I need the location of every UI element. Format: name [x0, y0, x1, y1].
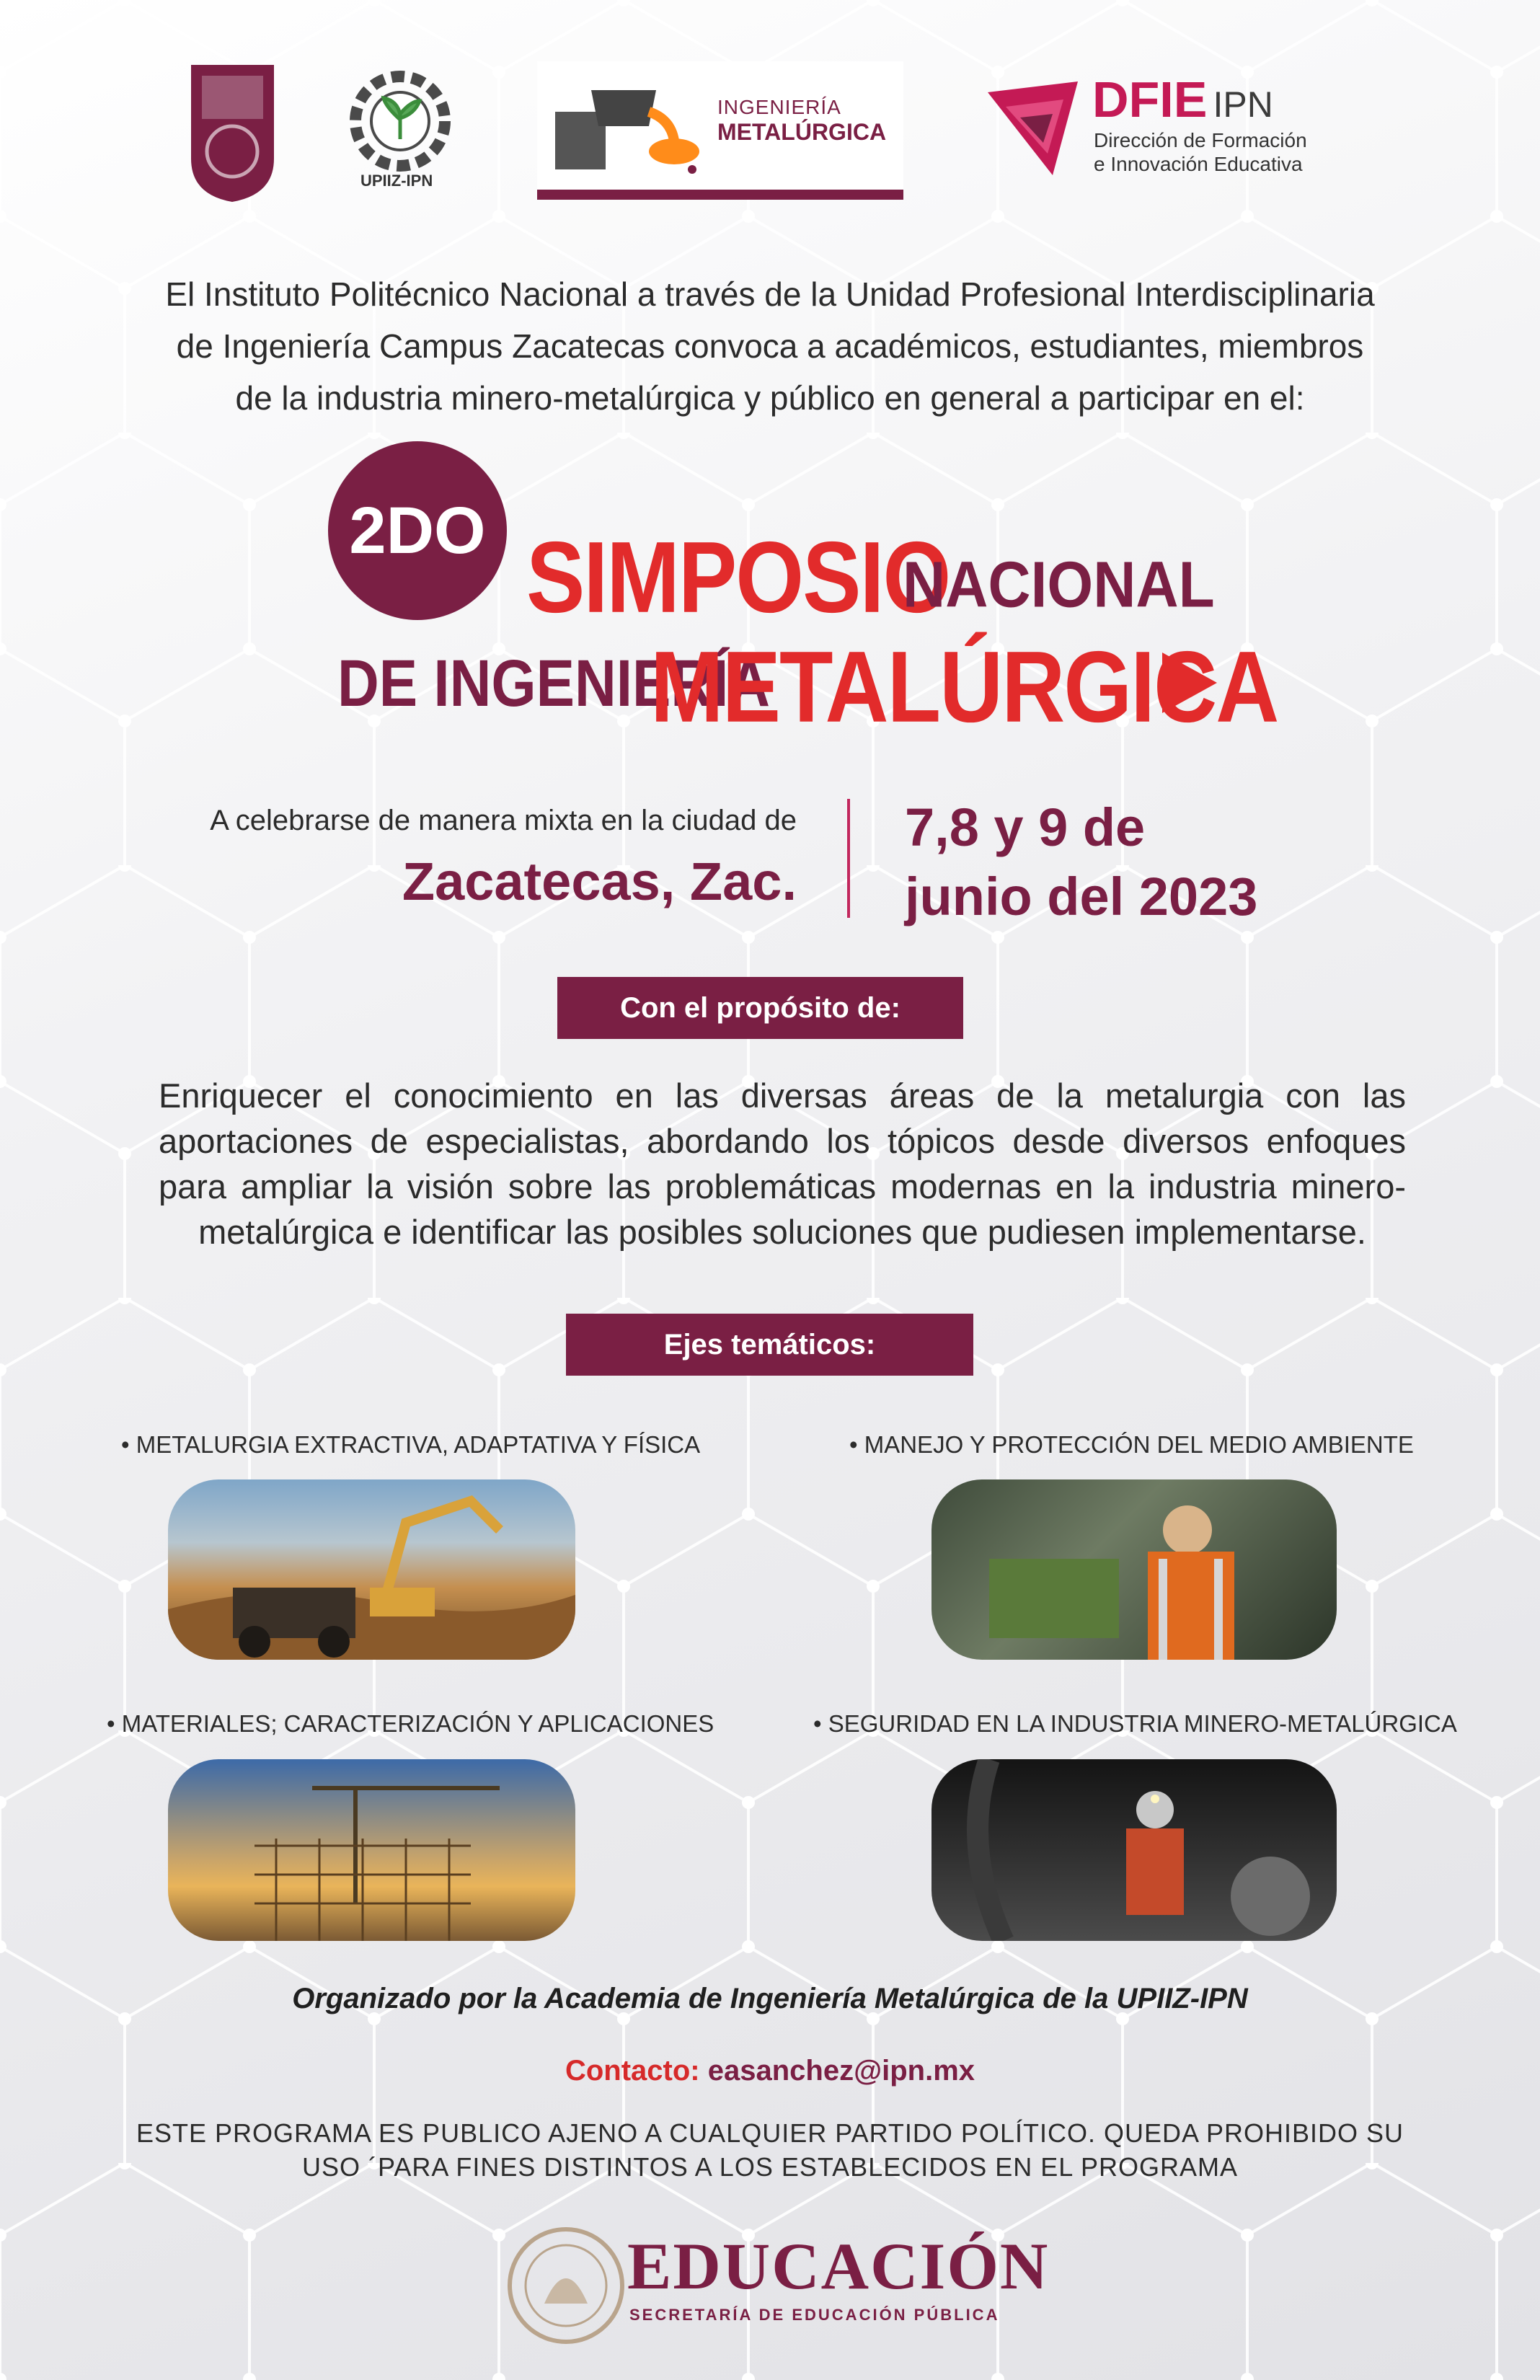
organizer-text: Organizado por la Academia de Ingeniería Metalúrgica de la UPIIZ-IPN [292, 1983, 1248, 2014]
dfie-brand [1092, 71, 1273, 128]
topic-label: • MANEJO Y PROTECCIÓN DEL MEDIO AMBIENTE [849, 1431, 1414, 1458]
topic-label: • MATERIALES; CARACTERIZACIÓN Y APLICACIONES [107, 1710, 714, 1737]
purpose-line: Enriquecer el conocimiento en las diversas áreas de la metalurgia con las [159, 1076, 1406, 1115]
play-arrow-icon [1162, 652, 1217, 713]
dfie-logo [984, 71, 1330, 193]
event-title-simposio: SIMPOSIO [526, 521, 950, 634]
dfie-brand-main: DFIE [1092, 71, 1208, 128]
purpose-heading: Con el propósito de: [557, 977, 963, 1039]
upiiz-logo-label: UPIIZ-IPN [360, 172, 433, 190]
ipn-logo [184, 58, 281, 205]
vertical-divider [847, 799, 850, 918]
event-date-line1: 7,8 y 9 de [905, 797, 1146, 857]
event-title-metalurgica: METALÚRGICA [650, 630, 1278, 743]
intro-line: El Instituto Politécnico Nacional a través de la Unidad Profesional Interdisciplinaria [165, 275, 1375, 313]
purpose-line: aportaciones de especialistas, abordando los tópicos desde diversos enfoques [159, 1122, 1406, 1160]
ipn-shield-logo-icon [184, 58, 281, 205]
foundry-ladle-logo-icon [548, 68, 707, 177]
footer-subtitle: SECRETARÍA DE EDUCACIÓN PÚBLICA [629, 2306, 1000, 2324]
worker-plants-photo [931, 1479, 1337, 1660]
dfie-brand-suffix: IPN [1213, 84, 1273, 125]
contact-email-link[interactable]: easanchez@ipn.mx [707, 2055, 975, 2087]
dfie-subtitle [1094, 128, 1307, 176]
mexico-seal-icon [505, 2224, 627, 2347]
construction-crane-photo [168, 1759, 575, 1941]
purpose-line: metalúrgica e identificar las posibles soluciones que pudiesen implementarse. [198, 1213, 1366, 1251]
ingenieria-metalurgica-logo [537, 61, 903, 200]
disclaimer-text [108, 2116, 1432, 2184]
location-prefix: A celebrarse de manera mixta en la ciudad de [210, 805, 797, 836]
dfie-subtitle-line1: Dirección de Formación [1094, 129, 1307, 151]
disclaimer-line: USO ´PARA FINES DISTINTOS A LOS ESTABLECIDOS EN EL PROGRAMA [302, 2152, 1238, 2182]
intro-line: de la industria minero-metalúrgica y público en general a participar en el: [235, 379, 1305, 417]
topics-heading: Ejes temáticos: [566, 1314, 973, 1376]
purpose-line: para ampliar la visión sobre las problemáticas modernas en la industria minero- [159, 1167, 1406, 1206]
topic-label: • METALURGIA EXTRACTIVA, ADAPTATIVA Y FÍSICA [121, 1431, 701, 1458]
location-city: Zacatecas, Zac. [402, 851, 797, 911]
intro-paragraph [108, 268, 1432, 424]
miner-tunnel-photo [931, 1759, 1337, 1941]
dfie-subtitle-line2: e Innovación Educativa [1094, 153, 1303, 175]
purpose-paragraph [159, 1073, 1406, 1209]
upiiz-logo [332, 63, 469, 200]
ingenieria-logo-line1: INGENIERÍA [717, 96, 841, 118]
contact-label: Contacto: [565, 2055, 700, 2087]
contact-line [72, 2055, 1468, 2087]
ingenieria-logo-line2: METALÚRGICA [717, 119, 887, 145]
mining-excavator-photo [168, 1479, 575, 1660]
topic-label: • SEGURIDAD EN LA INDUSTRIA MINERO-METALÚRGICA [813, 1710, 1457, 1737]
dfie-geometric-logo-icon [984, 78, 1081, 179]
event-title-de-ingenieria: DE INGENIERÍA [337, 646, 771, 720]
edition-badge: 2DO [328, 441, 507, 620]
event-title-nacional: NACIONAL [903, 549, 1215, 621]
event-date [905, 793, 1257, 932]
event-date-line2: junio del 2023 [905, 867, 1258, 926]
footer-title: EDUCACIÓN [627, 2229, 1050, 2303]
intro-line: de Ingeniería Campus Zacatecas convoca a académicos, estudiantes, miembros [176, 327, 1364, 365]
disclaimer-line: ESTE PROGRAMA ES PUBLICO AJENO A CUALQUIER PARTIDO POLÍTICO. QUEDA PROHIBIDO SU [136, 2118, 1404, 2148]
